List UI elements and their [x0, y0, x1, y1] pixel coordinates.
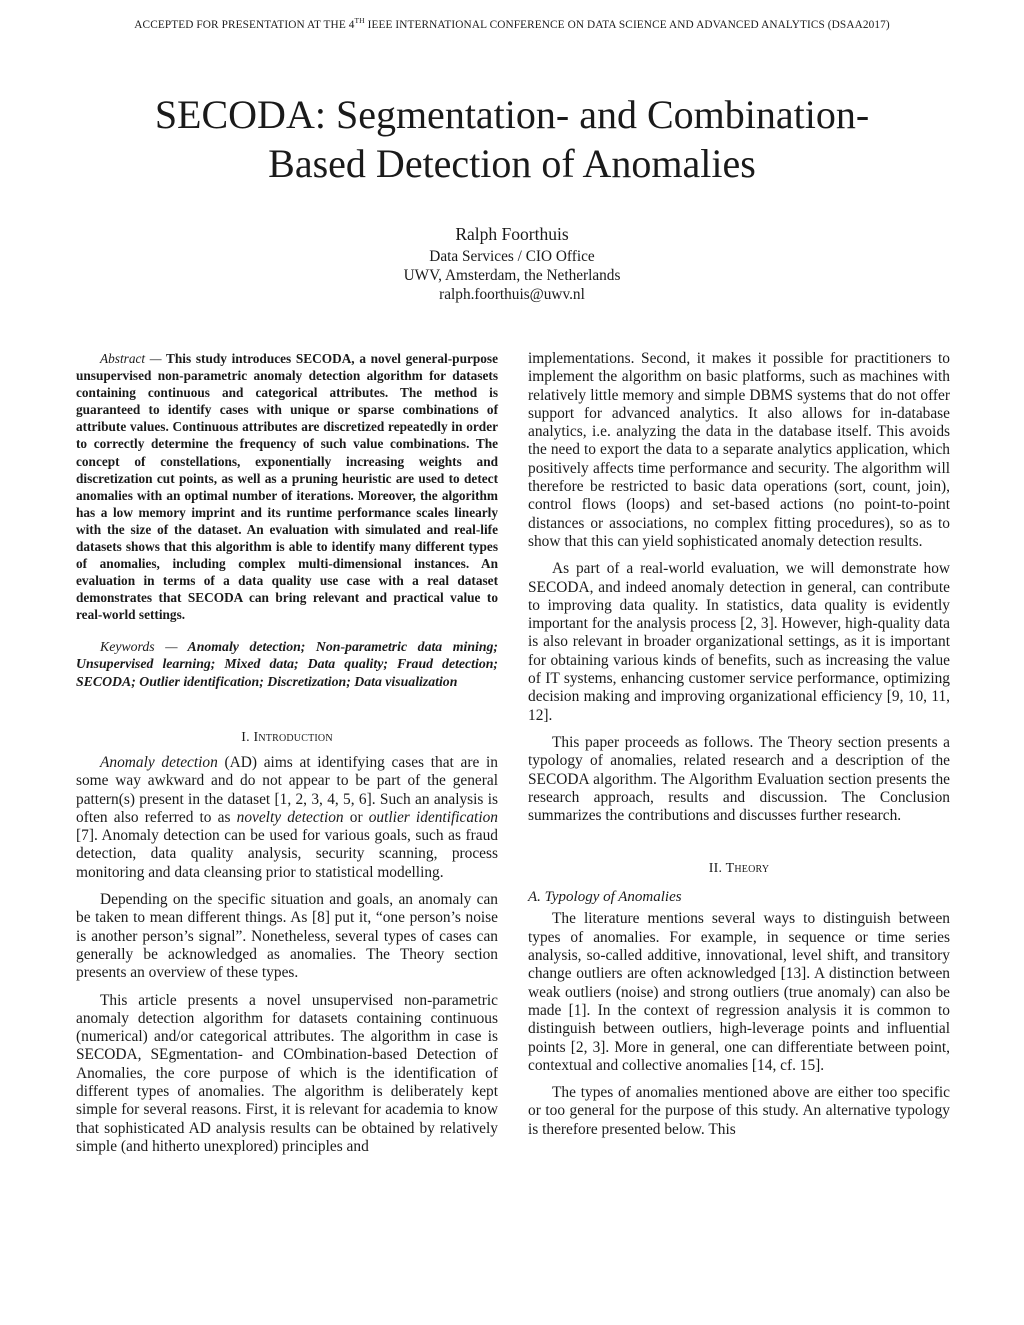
- term-novelty-detection: novelty detection: [236, 808, 344, 826]
- intro-p1-text-c: [7]. Anomaly detection can be used for various goals, such as fraud detection, data quality analysis, security scanning, process monitoring and data cleansing prior to statistical modelling.: [76, 827, 498, 881]
- term-anomaly-detection: Anomaly detection: [100, 754, 218, 771]
- keywords-label: Keywords —: [100, 638, 178, 654]
- author-name: Ralph Foorthuis: [455, 224, 569, 244]
- intro-paragraph-5: This paper proceeds as follows. The Theory section presents a typology of anomalies, related research and a description of the SECODA algorithm. The Algorithm Evaluation section presents the research approach, results and discussion. The Conclusion summarizes the contributions and discusses further research.: [528, 733, 950, 825]
- abstract-text: This study introduces SECODA, a novel general-purpose unsupervised non-parametric anomaly detection algorithm for datasets containing continuous and categorical attributes. The method is guaranteed to identify cases with unique or sparse combinations of attribute values. Continuous attributes are discretized repeatedly in order to correctly determine the frequency of such value combinations. The concept of constellations, exponentially increasing weights and discretization cut points, as well as a pruning heuristic are used to detect anomalies with an optimal number of iterations. Moreover, the algorithm has a low memory imprint and its runtime performance scales linearly with the size of the dataset. An evaluation with simulated and real-life datasets shows that this algorithm is able to identify many different types of anomalies, including complex multi-dimensional instances. An evaluation in terms of a data quality use case with a real dataset demonstrates that SECODA can bring relevant and practical value to real-world settings.: [76, 351, 498, 623]
- header-superscript: TH: [354, 16, 365, 25]
- term-outlier-identification: outlier identification: [368, 808, 498, 826]
- running-header: [0, 16, 1024, 31]
- author-organization: UWV, Amsterdam, the Netherlands: [403, 267, 621, 284]
- title-line-2: Based Detection of Anomalies: [268, 141, 756, 186]
- header-suffix: IEEE INTERNATIONAL CONFERENCE ON DATA SCIENCE AND ADVANCED ANALYTICS (DSAA2017): [364, 18, 890, 31]
- theory-paragraph-2: The types of anomalies mentioned above are either too specific or too general for the purpose of this study. An alternative typology is therefore presented below. This: [528, 1084, 950, 1138]
- keywords: [76, 638, 498, 691]
- author-department: Data Services / CIO Office: [429, 248, 595, 265]
- section-heading-theory: II. Theory: [708, 861, 770, 877]
- intro-paragraph-2: Depending on the specific situation and goals, an anomaly can be taken to mean different things. As [8] put it, “one person’s noise is another person’s signal”. Nonetheless, several types of cases can generally be acknowledged as anomalies. The Theory section presents an overview of these types.: [76, 891, 498, 982]
- intro-paragraph-3-continued: implementations. Second, it makes it possible for practitioners to implement the algorithm on basic platforms, such as machines with relatively little memory and simple DBMS systems that do not offer support for advanced analytics. It also allows for in-database analytics, i.e. analyzing the data in the database itself. This avoids the need to export the data to a separate analytics application, which positively affects time performance and security. The algorithm will therefore be restricted to basic data operations (sort, count, join), control flows (loops) and set-based actions (no point-to-point distances or associations, no complex fitting procedures), so as to show that this can yield sophisticated anomaly detection results.: [528, 350, 950, 550]
- paper-title: [60, 90, 964, 188]
- intro-p1-text-b: or: [343, 808, 369, 826]
- intro-p1-text-a: (AD) aims at identifying cases that are in some way awkward and do not appear to be part of the general pattern(s) present in the dataset [1, 2, 3, 4, 5, 6]. Such an analysis is often also referred to as: [76, 754, 498, 826]
- right-column: [528, 350, 950, 1139]
- intro-paragraph-4: As part of a real-world evaluation, we will demonstrate how SECODA, and indeed anomaly detection in general, can contribute to improving data quality. In statistics, data quality is evidently important for the analysis process [2, 3]. However, high-quality data is also relevant in broader organizational settings, as it is important for obtaining various kinds of benefits, such as increasing the value of IT systems, enhancing customer service performance, optimizing decision making and improving organizational efficiency [9, 10, 11, 12].: [528, 560, 950, 724]
- theory-paragraph-1: The literature mentions several ways to distinguish between types of anomalies. For example, in sequence or time series analysis, so-called additive, innovational, level shift, and transitory change outliers are often acknowledged [13]. A distinction between weak outliers (noise) and strong outliers (true anomaly) can also be made [1]. In the context of regression analysis it is common to distinguish between outliers, high-leverage points and influential points [2, 3]. More in general, one can differentiate between point, contextual and collective anomalies [14, cf. 15].: [528, 910, 950, 1074]
- subsection-heading-typology: A. Typology of Anomalies: [528, 889, 682, 906]
- title-line-1: SECODA: Segmentation- and Combination-: [154, 92, 870, 137]
- left-column: [76, 350, 498, 1156]
- intro-paragraph-1: [76, 754, 498, 882]
- header-prefix: ACCEPTED FOR PRESENTATION AT THE 4: [134, 18, 355, 31]
- keywords-text: Anomaly detection; Non-parametric data mining; Unsupervised learning; Mixed data; Data quality; Fraud detection; SECODA; Outlier identification; Discretization; Data visualization: [76, 638, 498, 689]
- author-block: [0, 222, 1024, 304]
- section-heading-introduction: I. Introduction: [241, 730, 333, 745]
- abstract-label: Abstract —: [100, 351, 162, 366]
- author-email: ralph.foorthuis@uwv.nl: [439, 286, 585, 303]
- intro-paragraph-3: This article presents a novel unsupervised non-parametric anomaly detection algorithm for datasets containing continuous (numerical) and/or categorical attributes. The algorithm in case is SECODA, SEgmentation- and COmbination-based Detection of Anomalies, the core purpose of which is the identification of different types of anomalies. The algorithm is deliberately kept simple for several reasons. First, it is relevant for academia to know that sophisticated AD analysis results can be obtained by relatively simple (and hitherto unexplored) principles and: [76, 991, 498, 1155]
- abstract: [76, 350, 498, 624]
